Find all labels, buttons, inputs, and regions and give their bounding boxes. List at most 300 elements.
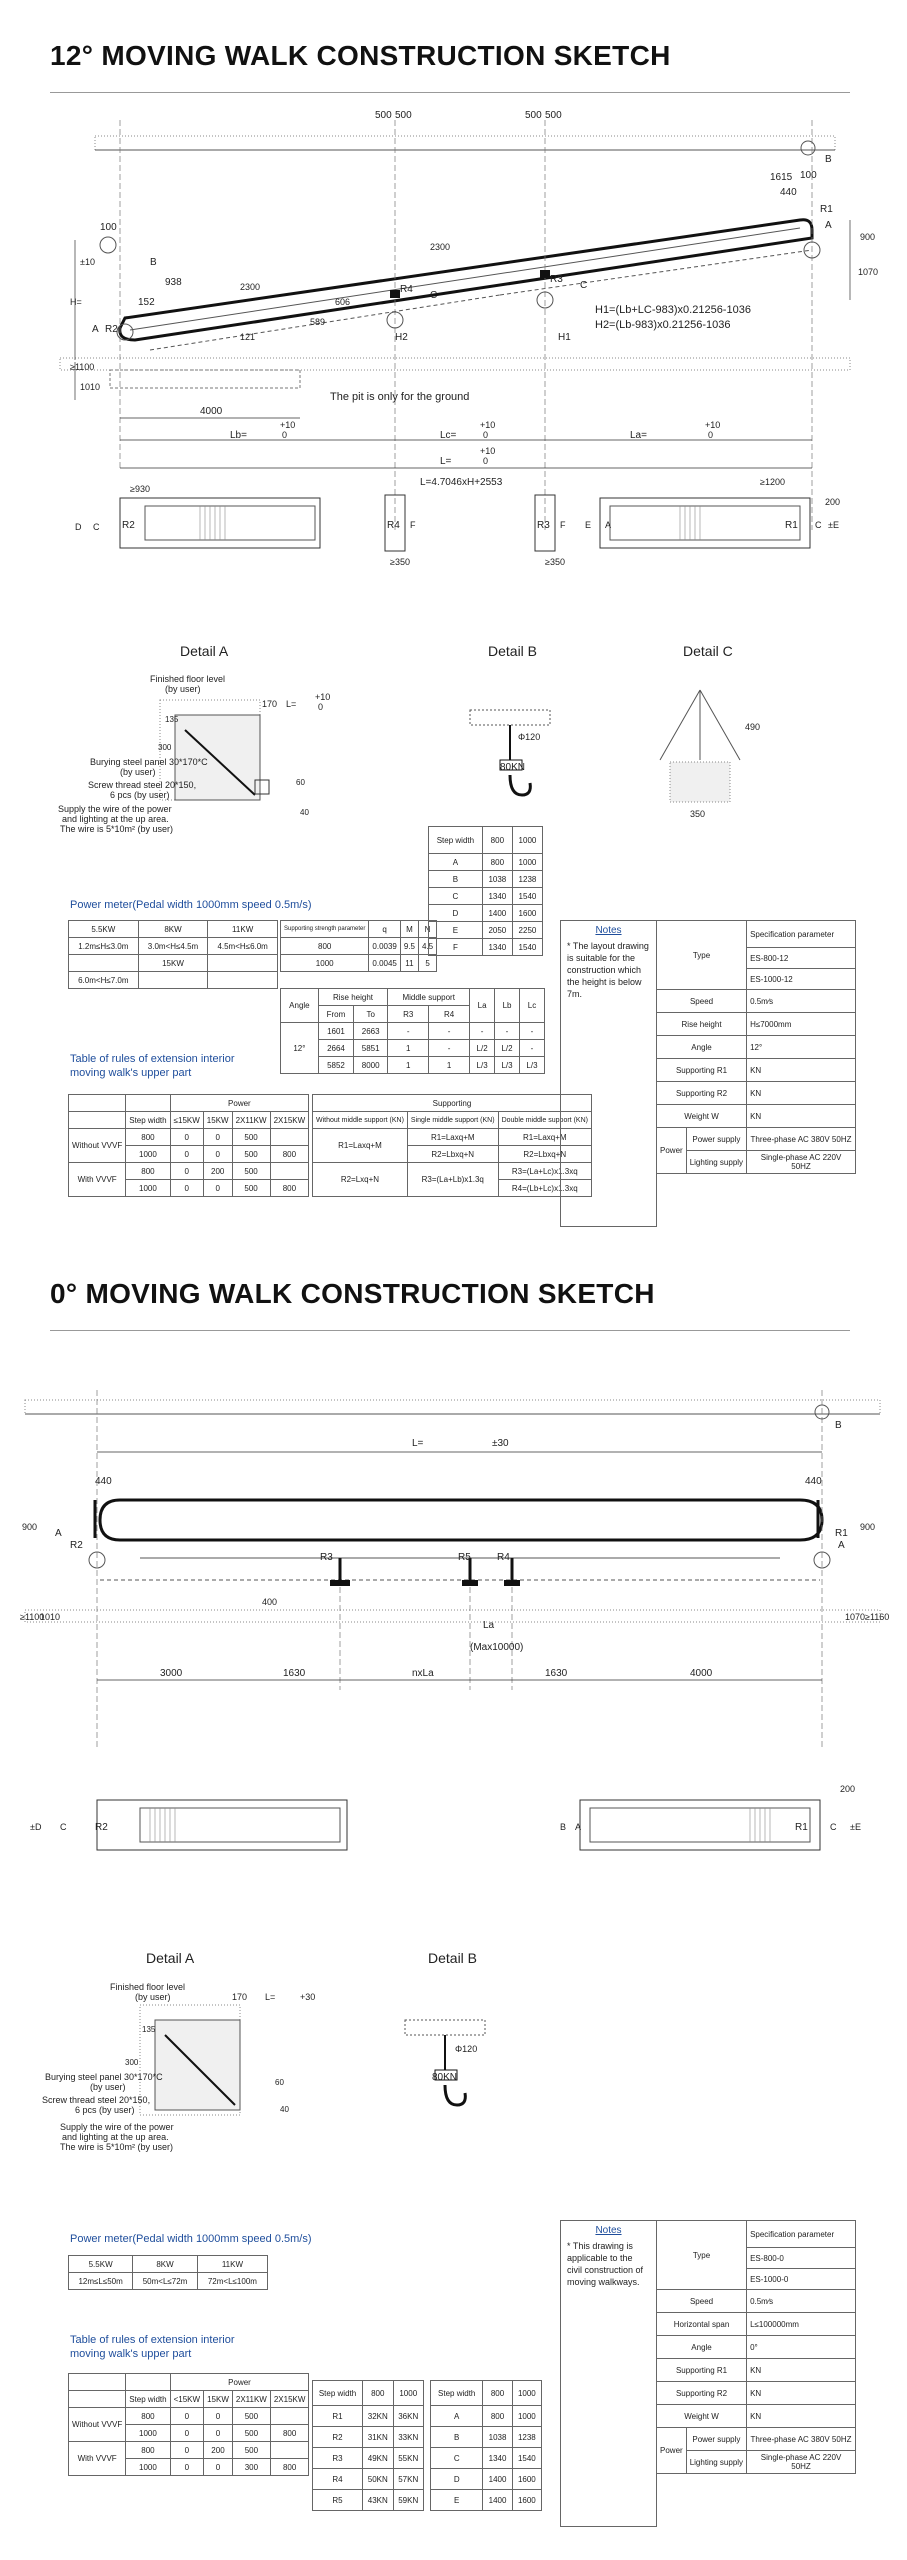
cell-sec2-spec-t2: ES-1000-0 <box>747 2269 856 2290</box>
section1-power-meter-table <box>68 920 278 989</box>
cell-sec2-spec-rows-0-0: Speed <box>657 2290 747 2313</box>
cell-sec2-support_table-rows-0-2: 36KN <box>393 2406 424 2427</box>
cell-sec2-support_table-c2: 1000 <box>393 2381 424 2406</box>
cell-sec1-power_meter-rows-1-2 <box>208 955 278 972</box>
label-c-2: C <box>580 280 588 291</box>
cell-sec2-power_table-rows-3-1: 0 <box>170 2459 203 2476</box>
dim-500-4: 500 <box>545 110 562 121</box>
da1-wire3: The wire is 5*10m² (by user) <box>60 824 174 834</box>
section1-supporting-table <box>312 1094 592 1197</box>
cell-sec2-power_table-rows-0-2: 0 <box>204 2408 233 2425</box>
da2-panel-by: (by user) <box>90 2082 126 2092</box>
cell-sec1-power_meter-rows-2-1 <box>138 972 208 989</box>
cell-sec2-power_table-rows-1-1: 0 <box>170 2425 203 2442</box>
dim-la-tol: +10 <box>705 420 721 430</box>
s2-label-d: ±D <box>30 1822 42 1832</box>
cell-sec1-strength-rrows-2-4: L/3 <box>470 1057 495 1074</box>
s2-label-r2: R2 <box>70 1540 83 1551</box>
s2-dim-1070: 1070 <box>845 1612 866 1622</box>
da1-60: 60 <box>296 778 305 787</box>
section2-detail-b-drawing <box>0 1980 907 2140</box>
cell-sec1-strength-rrows-2-3: 1 <box>429 1057 470 1074</box>
dim-2300-a: 2300 <box>240 282 261 292</box>
s2-label-r2-plan: R2 <box>95 1822 108 1833</box>
cell-sec1-spec-t1: ES-800-12 <box>747 948 856 969</box>
section1-strength-table <box>280 920 437 972</box>
cell-sec2-power_table-rows-1-4: 800 <box>270 2425 309 2442</box>
section2-ext-title <box>70 2333 234 2361</box>
section2-support-table <box>312 2380 424 2511</box>
cell-sec1-strength-rrows-0-6: - <box>519 1023 544 1040</box>
cell-sec2-support_table-rows-4-0: R5 <box>313 2490 363 2511</box>
cell-sec1-strength-rows-0-3: 4.5 <box>418 938 436 955</box>
cell-sec1-strength-rrows-2-2: 1 <box>388 1057 429 1074</box>
cell-sec1-spec-rows-3-1: KN <box>747 1059 856 1082</box>
cell-sec2-power_table-cols-1: 15KW <box>204 2391 233 2408</box>
cell-sec1-step_table-rows-3-2: 1600 <box>512 905 542 922</box>
cell-sec2-spec-rows-2-0: Angle <box>657 2336 747 2359</box>
cell-sec1-strength-r4: R4 <box>429 1006 470 1023</box>
cell-sec2-ext_title1: Table of rules of extension interior <box>70 2334 235 2346</box>
cell-sec1-power_table-cols-3: 2X15KW <box>270 1112 309 1129</box>
db2-120: Φ120 <box>455 2044 478 2054</box>
cell-sec1-strength-h_n: N <box>418 921 436 938</box>
cell-sec1-power_table-rows-0-0: 800 <box>126 1129 170 1146</box>
cell-sec2-spec-ps: Power supply <box>686 2428 746 2451</box>
cell-sec1-step_table-rows-0-1: 800 <box>482 854 512 871</box>
cell-sec1-step_table-c1: 800 <box>482 827 512 854</box>
cell-sec1-strength-lc: Lc <box>519 989 544 1023</box>
label-h1: H1 <box>558 332 571 343</box>
section2-title: 0° MOVING WALK CONSTRUCTION SKETCH <box>50 1278 655 1309</box>
da2-panel: Burying steel panel 30*170*C <box>45 2072 163 2082</box>
cell-sec1-strength-r3: R3 <box>388 1006 429 1023</box>
cell-sec2-step_table-rows-2-2: 1540 <box>512 2448 541 2469</box>
dim-1200: ≥1200 <box>760 477 785 487</box>
cell-sec1-power_table-without: Without VVVF <box>69 1129 126 1163</box>
da2-wire1: Supply the wire of the power <box>60 2122 174 2132</box>
cell-sec1-strength-rows-1-2: 11 <box>400 955 418 972</box>
section1-detail-c-title: Detail C <box>683 643 733 659</box>
da2-floor-by: (by user) <box>135 1992 171 2002</box>
cell-sec2-step_table-rows-0-0: A <box>431 2406 483 2427</box>
da2-300: 300 <box>125 2058 139 2067</box>
section2-detail-a-title: Detail A <box>146 1950 195 1966</box>
cell-sec1-step_table-rows-1-0: B <box>429 871 483 888</box>
cell-sec2-step_table-rows-1-0: B <box>431 2427 483 2448</box>
da1-floor: Finished floor level <box>150 674 226 684</box>
cell-sec1-power_meter-rows-1-1: 15KW <box>138 955 208 972</box>
section2-power-meter-table <box>68 2255 268 2290</box>
cell-sec2-step_table-rows-4-0: E <box>431 2490 483 2511</box>
da1-panel: Burying steel panel 30*170*C <box>90 757 208 767</box>
dim-lc-tol: +10 <box>480 420 496 430</box>
s2-dim-900-left: 900 <box>22 1522 38 1532</box>
cell-sec2-power_table-rows-1-0: 1000 <box>126 2425 170 2442</box>
dim-1070: 1070 <box>858 267 879 277</box>
da2-floor: Finished floor level <box>110 1982 186 1992</box>
dim-930: ≥930 <box>130 484 150 494</box>
section2-divider <box>50 1330 850 1331</box>
dim-350-b: ≥350 <box>545 557 565 567</box>
s2-label-c-left: C <box>60 1822 67 1832</box>
cell-sec1-strength-rrows-0-4: - <box>470 1023 495 1040</box>
cell-sec1-spec-rows-4-0: Supporting R2 <box>657 1082 747 1105</box>
cell-sec2-power_table-rows-3-3: 300 <box>232 2459 270 2476</box>
cell-sec1-strength-angle: Angle <box>281 989 319 1023</box>
label-r4-plan: R4 <box>387 520 400 531</box>
cell-sec1-strength-from: From <box>318 1006 353 1023</box>
cell-sec1-supporting-h3: Double middle support (KN) <box>498 1112 591 1129</box>
cell-sec1-strength-rrows-1-3: - <box>429 1040 470 1057</box>
section1-rise-table <box>280 988 545 1074</box>
s2-dim-nxla: nxLa <box>412 1668 434 1679</box>
cell-sec2-power_table-rows-0-3: 500 <box>232 2408 270 2425</box>
cell-sec1-supporting-s3: R3=(La+Lb)x1.3q <box>407 1163 498 1197</box>
dim-1615: 1615 <box>770 172 793 183</box>
cell-sec1-spec-rows-4-1: KN <box>747 1082 856 1105</box>
label-a-left: A <box>92 324 99 335</box>
da2-135: 135 <box>142 2025 156 2034</box>
cell-sec2-step_table-rows-3-0: D <box>431 2469 483 2490</box>
cell-sec2-power_meter-headers-2: 11KW <box>197 2256 267 2273</box>
dim-100: 100 <box>800 170 817 181</box>
dim-350-a: ≥350 <box>390 557 410 567</box>
label-c-left-plan: C <box>93 522 100 532</box>
cell-sec1-supporting-d4: R4=(Lb+Lc)x1.3xq <box>498 1180 591 1197</box>
dim-la-zero: 0 <box>708 430 714 440</box>
label-h-equals: H= <box>70 297 82 307</box>
cell-sec1-power_table-rows-1-3: 500 <box>232 1146 270 1163</box>
section1-notes-box <box>560 920 657 1227</box>
cell-sec2-support_table-rows-2-0: R3 <box>313 2448 363 2469</box>
cell-sec1-spec-ps: Power supply <box>686 1128 746 1151</box>
cell-sec1-step_table-rows-4-0: E <box>429 922 483 939</box>
da1-panel-by: (by user) <box>120 767 156 777</box>
cell-sec1-strength-rrows-1-1: 5851 <box>354 1040 388 1057</box>
da2-screw-pcs: 6 pcs (by user) <box>75 2105 135 2115</box>
cell-sec2-step_table-rows-2-0: C <box>431 2448 483 2469</box>
cell-sec2-spec-rows-0-1: 0.5m∕s <box>747 2290 856 2313</box>
s2-dim-l: L= <box>412 1438 424 1449</box>
da1-300: 300 <box>158 743 172 752</box>
da2-wire3: The wire is 5*10m² (by user) <box>60 2142 174 2152</box>
cell-sec2-spec-rows-4-1: KN <box>747 2382 856 2405</box>
cell-sec1-ext_title2: moving walk's upper part <box>70 1067 192 1079</box>
cell-sec2-spec-ls_v: Single-phase AC 220V 50HZ <box>747 2451 856 2474</box>
section1-step-table <box>428 826 543 956</box>
cell-sec2-power_table-rows-2-4 <box>270 2442 309 2459</box>
cell-sec2-step_table-rows-1-2: 1238 <box>512 2427 541 2448</box>
cell-sec2-power_table-rows-2-3: 500 <box>232 2442 270 2459</box>
s2-label-a-right: A <box>838 1540 845 1551</box>
dim-pm10: ±10 <box>80 257 95 267</box>
cell-sec1-step_table-rows-4-2: 2250 <box>512 922 542 939</box>
section2-detail-b-title: Detail B <box>428 1950 478 1966</box>
label-b-left: B <box>150 257 157 268</box>
cell-sec1-strength-rows-1-0: 1000 <box>281 955 369 972</box>
cell-sec1-step_table-rows-0-2: 1000 <box>512 854 542 871</box>
cell-sec2-spec-type: Type <box>657 2221 747 2290</box>
cell-sec2-support_table-rows-0-0: R1 <box>313 2406 363 2427</box>
dim-100-left: 100 <box>100 222 117 233</box>
cell-sec1-power_meter-rows-1-0 <box>69 955 139 972</box>
cell-sec1-power_table-rows-1-1: 0 <box>170 1146 203 1163</box>
da1-screw-pcs: 6 pcs (by user) <box>110 790 170 800</box>
cell-sec1-strength-rows-1-1: 0.0045 <box>369 955 400 972</box>
da2-l: L= <box>265 1992 276 2002</box>
cell-sec1-spec-rows-2-1: 12° <box>747 1036 856 1059</box>
label-c-right-plan: C <box>815 520 822 530</box>
s2-label-b: B <box>835 1420 842 1431</box>
cell-sec1-power_table-power: Power <box>170 1095 309 1112</box>
db1-120: Φ120 <box>518 732 541 742</box>
label-d-right: ±E <box>828 520 839 530</box>
cell-sec2-support_table-rows-3-1: 50KN <box>363 2469 393 2490</box>
da1-135: 135 <box>165 715 179 724</box>
cell-sec1-strength-rrows-1-5: L/2 <box>495 1040 520 1057</box>
cell-sec1-supporting-s1: R1=Laxq+M <box>407 1129 498 1146</box>
cell-sec1-spec-rows-5-0: Weight W <box>657 1105 747 1128</box>
cell-sec2-spec-rows-3-1: KN <box>747 2359 856 2382</box>
cell-sec1-strength-rrows-2-1: 8000 <box>354 1057 388 1074</box>
dim-440: 440 <box>780 187 797 198</box>
dc1-490: 490 <box>745 722 761 732</box>
cell-sec2-support_table-rows-1-2: 33KN <box>393 2427 424 2448</box>
cell-sec1-supporting-title: Supporting <box>313 1095 592 1112</box>
cell-sec2-power_table-rows-1-2: 0 <box>204 2425 233 2442</box>
dim-606: 606 <box>335 297 351 307</box>
cell-sec2-support_table-rows-4-2: 59KN <box>393 2490 424 2511</box>
section2-power-meter-title: Power meter(Pedal width 1000mm speed 0.5m/s) <box>70 2233 312 2245</box>
cell-sec2-step_table-rows-4-1: 1400 <box>483 2490 512 2511</box>
cell-sec2-power_table-rows-2-0: 800 <box>126 2442 170 2459</box>
cell-sec2-spec-ls: Lighting supply <box>686 2451 746 2474</box>
cell-sec2-spec-header: Specification parameter <box>747 2221 856 2248</box>
cell-sec1-ext_title1: Table of rules of extension interior <box>70 1053 235 1065</box>
cell-sec1-power_table-rows-3-3: 500 <box>232 1180 270 1197</box>
cell-sec2-power_meter-headers-0: 5.5KW <box>69 2256 133 2273</box>
dim-2300-b: 2300 <box>430 242 451 252</box>
cell-sec1-supporting-h2: Single middle support (KN) <box>407 1112 498 1129</box>
label-c-1: C <box>430 290 438 301</box>
da1-wire1: Supply the wire of the power <box>58 804 172 814</box>
s2-label-r5: R5 <box>458 1552 471 1563</box>
cell-sec2-step_table-h: Step width <box>431 2381 483 2406</box>
dim-200: 200 <box>825 497 841 507</box>
cell-sec2-support_table-rows-1-1: 31KN <box>363 2427 393 2448</box>
label-r2-plan: R2 <box>122 520 135 531</box>
dim-500-1: 500 <box>375 110 392 121</box>
cell-sec1-spec-rows-2-0: Angle <box>657 1036 747 1059</box>
cell-sec1-power_meter-headers-0: 5.5KW <box>69 921 139 938</box>
label-r1-plan: R1 <box>785 520 798 531</box>
section1-power-table <box>68 1094 309 1197</box>
dim-500-2: 500 <box>395 110 412 121</box>
formula-l: L=4.7046xH+2553 <box>420 477 503 488</box>
cell-sec1-spec-type: Type <box>657 921 747 990</box>
cell-sec1-supporting-s2: R2=Lbxq+N <box>407 1146 498 1163</box>
cell-sec2-ext_title2: moving walk's upper part <box>70 2348 192 2360</box>
s2-dim-4000: 4000 <box>690 1668 713 1679</box>
cell-sec1-power_table-rows-0-4 <box>270 1129 309 1146</box>
cell-sec1-strength-rrows-1-6: - <box>519 1040 544 1057</box>
cell-sec1-step_table-rows-4-1: 2050 <box>482 922 512 939</box>
label-r3-plan: R3 <box>537 520 550 531</box>
da1-z0: 0 <box>318 702 324 712</box>
cell-sec2-power_table-cols-3: 2X15KW <box>270 2391 309 2408</box>
s2-label-a-plan: A <box>575 1822 582 1832</box>
label-f-2: F <box>560 520 566 530</box>
cell-sec2-support_table-c1: 800 <box>363 2381 393 2406</box>
cell-sec1-power_table-cols-2: 2X11KW <box>232 1112 270 1129</box>
section2-elevation-drawing <box>0 1380 907 1940</box>
formula-h2: H2=(Lb-983)x0.21256-1036 <box>595 319 731 331</box>
label-a-plan: A <box>605 520 612 530</box>
cell-sec1-strength-rrows-1-2: 1 <box>388 1040 429 1057</box>
s2-dim-1010: 1010 <box>40 1612 61 1622</box>
cell-sec2-power_table-with: With VVVF <box>69 2442 126 2476</box>
cell-sec1-supporting-h1: Without middle support (KN) <box>313 1112 408 1129</box>
section1-divider <box>50 92 850 93</box>
cell-sec1-spec-header: Specification parameter <box>747 921 856 948</box>
cell-sec1-strength-h_m: M <box>400 921 418 938</box>
cell-sec1-strength-h_strength: Supporting strength parameter <box>281 921 369 938</box>
cell-sec1-strength-lb: Lb <box>495 989 520 1023</box>
s2-label-a-left: A <box>55 1528 62 1539</box>
cell-sec2-step_table-rows-0-1: 800 <box>483 2406 512 2427</box>
dim-l-tol: +10 <box>480 446 496 456</box>
cell-sec1-spec-ls_v: Single-phase AC 220V 50HZ <box>747 1151 856 1174</box>
cell-sec1-spec-power: Power <box>657 1128 687 1174</box>
da2-screw: Screw thread steel 20*150, <box>42 2095 151 2105</box>
cell-sec1-strength-middle: Middle support <box>388 989 470 1006</box>
dim-lc-zero: 0 <box>483 430 489 440</box>
cell-sec1-supporting-d3: R3=(La+Lc)x1.3xq <box>498 1163 591 1180</box>
cell-sec1-notes_title: Notes <box>595 925 622 936</box>
cell-sec1-strength-rrows-0-1: 2663 <box>354 1023 388 1040</box>
s2-dim-1630-b: 1630 <box>545 1668 568 1679</box>
section1-spec-table <box>656 920 856 1174</box>
cell-sec1-power_table-rows-2-2: 200 <box>203 1163 232 1180</box>
cell-sec2-spec-rows-5-0: Weight W <box>657 2405 747 2428</box>
cell-sec1-power_table-rows-3-0: 1000 <box>126 1180 170 1197</box>
cell-sec1-step_table-rows-2-2: 1540 <box>512 888 542 905</box>
da1-l: L= <box>286 699 297 709</box>
cell-sec2-spec-t1: ES-800-0 <box>747 2248 856 2269</box>
label-r4: R4 <box>400 284 413 295</box>
cell-sec1-power_table-rows-1-0: 1000 <box>126 1146 170 1163</box>
cell-sec1-step_table-c2: 1000 <box>512 827 542 854</box>
cell-sec1-strength-rrows-2-5: L/3 <box>495 1057 520 1074</box>
s2-label-r3: R3 <box>320 1552 333 1563</box>
section1-elevation-drawing <box>0 100 907 567</box>
cell-sec1-power_table-rows-1-2: 0 <box>203 1146 232 1163</box>
cell-sec2-support_table-rows-3-2: 57KN <box>393 2469 424 2490</box>
cell-sec1-power_meter-headers-1: 8KW <box>138 921 208 938</box>
cell-sec1-step_table-rows-1-1: 1038 <box>482 871 512 888</box>
cell-sec1-power_table-rows-0-1: 0 <box>170 1129 203 1146</box>
s2-dim-200: 200 <box>840 1784 856 1794</box>
section1-detail-b-title: Detail B <box>488 643 538 659</box>
cell-sec1-step_table-rows-5-0: F <box>429 939 483 956</box>
cell-sec2-step_table-rows-3-1: 1400 <box>483 2469 512 2490</box>
cell-sec1-step_table-rows-3-0: D <box>429 905 483 922</box>
cell-sec2-power_table-rows-1-3: 500 <box>232 2425 270 2442</box>
cell-sec1-step_table-rows-5-2: 1540 <box>512 939 542 956</box>
cell-sec1-power_table-rows-3-4: 800 <box>270 1180 309 1197</box>
cell-sec1-spec-rows-3-0: Supporting R1 <box>657 1059 747 1082</box>
cell-sec1-power_table-rows-2-0: 800 <box>126 1163 170 1180</box>
s2-label-r1: R1 <box>835 1528 848 1539</box>
cell-sec1-power_table-rows-2-3: 500 <box>232 1163 270 1180</box>
cell-sec2-power_table-cols-0: <15KW <box>170 2391 203 2408</box>
label-b: B <box>825 154 832 165</box>
cell-sec1-power_table-rows-1-4: 800 <box>270 1146 309 1163</box>
cell-sec1-spec-rows-1-1: H≤7000mm <box>747 1013 856 1036</box>
dim-4000: 4000 <box>200 406 223 417</box>
cell-sec1-strength-rrows-2-6: L/3 <box>519 1057 544 1074</box>
s2-dim-440-left: 440 <box>95 1476 112 1487</box>
s2-label-e: ±E <box>850 1822 861 1832</box>
section2-power-table <box>68 2373 309 2476</box>
da2-60: 60 <box>275 2078 284 2087</box>
s2-dim-400: 400 <box>262 1597 278 1607</box>
cell-sec1-step_table-rows-3-1: 1400 <box>482 905 512 922</box>
da2-40: 40 <box>280 2105 289 2114</box>
dc1-350: 350 <box>690 809 706 819</box>
section2-step-table <box>430 2380 542 2511</box>
dim-la: La= <box>630 430 647 441</box>
cell-sec1-power_table-cols-0: ≤15KW <box>170 1112 203 1129</box>
dim-589: 589 <box>310 317 326 327</box>
dim-lc: Lc= <box>440 430 457 441</box>
cell-sec1-strength-deg: 12° <box>281 1023 319 1074</box>
dim-1010: 1010 <box>80 382 101 392</box>
s2-dim-la: La <box>483 1620 495 1631</box>
cell-sec1-spec-rows-1-0: Rise height <box>657 1013 747 1036</box>
cell-sec1-supporting-d2: R2=Lbxq+N <box>498 1146 591 1163</box>
da1-40: 40 <box>300 808 309 817</box>
cell-sec1-power_table-rows-0-3: 500 <box>232 1129 270 1146</box>
cell-sec2-support_table-rows-1-0: R2 <box>313 2427 363 2448</box>
cell-sec2-support_table-h: Step width <box>313 2381 363 2406</box>
cell-sec1-strength-rrows-0-3: - <box>429 1023 470 1040</box>
da2-170: 170 <box>232 1992 248 2002</box>
cell-sec1-step_table-rows-2-0: C <box>429 888 483 905</box>
cell-sec1-strength-rrows-1-0: 2664 <box>318 1040 353 1057</box>
cell-sec1-power_table-rows-3-1: 0 <box>170 1180 203 1197</box>
db1-kn: 80KN <box>500 762 526 773</box>
label-r1: R1 <box>820 204 833 215</box>
dim-l: L= <box>440 456 452 467</box>
cell-sec2-power_table-step_width: Step width <box>126 2391 170 2408</box>
cell-sec2-spec-rows-3-0: Supporting R1 <box>657 2359 747 2382</box>
dim-938: 938 <box>165 277 182 288</box>
cell-sec2-step_table-c2: 1000 <box>512 2381 541 2406</box>
cell-sec2-step_table-rows-3-2: 1600 <box>512 2469 541 2490</box>
formula-h1: H1=(Lb+LC-983)x0.21256-1036 <box>595 304 751 316</box>
s2-dim-1630-a: 1630 <box>283 1668 306 1679</box>
dim-900: 900 <box>860 232 876 242</box>
da1-screw: Screw thread steel 20*150, <box>88 780 197 790</box>
cell-sec1-strength-rrows-2-0: 5852 <box>318 1057 353 1074</box>
cell-sec1-step_table-rows-0-0: A <box>429 854 483 871</box>
cell-sec1-strength-rows-1-3: 5 <box>418 955 436 972</box>
cell-sec1-strength-to: To <box>354 1006 388 1023</box>
label-d-left: D <box>75 522 82 532</box>
cell-sec2-spec-ps_v: Three-phase AC 380V 50HZ <box>747 2428 856 2451</box>
